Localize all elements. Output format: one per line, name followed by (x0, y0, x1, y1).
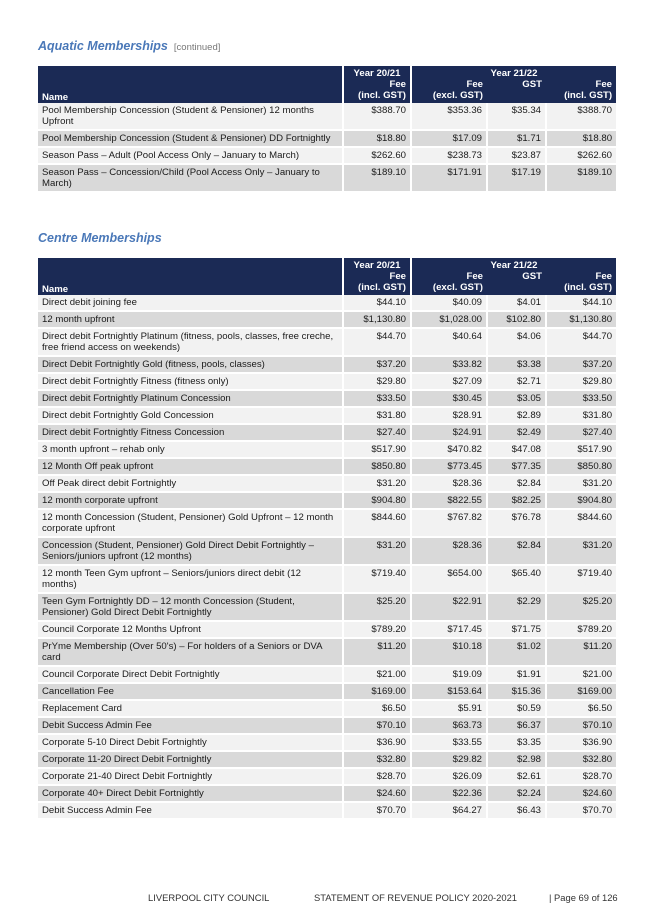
fee-name-cell: Direct debit Fortnightly Gold Concession (38, 407, 343, 424)
fee-name-cell: 12 month upfront (38, 311, 343, 328)
fee-2021-incl-cell: $37.20 (343, 356, 411, 373)
fee-2122-excl-cell: $22.36 (411, 785, 487, 802)
gst-2122-cell: $6.43 (487, 802, 546, 819)
gst-2122-cell: $3.38 (487, 356, 546, 373)
gst-2122-cell: $2.61 (487, 768, 546, 785)
fee-name-cell: Direct debit joining fee (38, 295, 343, 311)
fee-name-cell: Off Peak direct debit Fortnightly (38, 475, 343, 492)
fee-2122-incl-cell: $24.60 (546, 785, 616, 802)
gst-2122-cell: $2.84 (487, 475, 546, 492)
footer-document-title: STATEMENT OF REVENUE POLICY 2020-2021 (314, 892, 518, 903)
fee-name-cell: Corporate 5-10 Direct Debit Fortnightly (38, 734, 343, 751)
gst-2122-cell: $76.78 (487, 509, 546, 537)
fee-2021-incl-cell: $32.80 (343, 751, 411, 768)
table-row (38, 768, 616, 785)
fee-2021-incl-cell: $262.60 (343, 147, 411, 164)
table-row (38, 734, 616, 751)
gst-2122-cell: $3.05 (487, 390, 546, 407)
table-row (38, 537, 616, 565)
fee-2122-incl-cell: $70.10 (546, 717, 616, 734)
footer-page-number: | Page 69 of 126 (549, 892, 618, 903)
gst-2122-cell: $0.59 (487, 700, 546, 717)
fee-2021-incl-cell: $189.10 (343, 164, 411, 192)
fee-2122-incl-cell: $6.50 (546, 700, 616, 717)
gst-2122-cell: $1.71 (487, 130, 546, 147)
fee-name-cell: 12 Month Off peak upfront (38, 458, 343, 475)
fee-2122-incl-cell: $31.20 (546, 475, 616, 492)
fee-2122-incl-cell: $44.10 (546, 295, 616, 311)
gst-header: GST (487, 79, 546, 103)
year-prev-header: Year 20/21 (343, 66, 411, 79)
table-row (38, 593, 616, 621)
table-row (38, 424, 616, 441)
name-column-header: Name (38, 66, 343, 103)
gst-header: GST (487, 271, 546, 295)
fee-2122-excl-cell: $1,028.00 (411, 311, 487, 328)
fee-2021-incl-cell: $29.80 (343, 373, 411, 390)
fee-2122-incl-cell: $29.80 (546, 373, 616, 390)
fee-name-cell: Replacement Card (38, 700, 343, 717)
table-row (38, 565, 616, 593)
aquatic-section-title (38, 39, 220, 53)
gst-2122-cell: $2.89 (487, 407, 546, 424)
year-curr-header: Year 21/22 (411, 258, 616, 271)
table-row (38, 683, 616, 700)
fee-2122-excl-cell: $767.82 (411, 509, 487, 537)
fee-2122-incl-cell: $70.70 (546, 802, 616, 819)
fee-2021-incl-cell: $31.20 (343, 475, 411, 492)
table-row (38, 666, 616, 683)
gst-2122-cell: $2.29 (487, 593, 546, 621)
table-row (38, 407, 616, 424)
fee-2122-incl-cell: $904.80 (546, 492, 616, 509)
fee-2122-excl-cell: $171.91 (411, 164, 487, 192)
fee-name-cell: Council Corporate 12 Months Upfront (38, 621, 343, 638)
fee-2021-incl-cell: $44.10 (343, 295, 411, 311)
fee-name-cell: Debit Success Admin Fee (38, 802, 343, 819)
fee-name-cell: Direct Debit Fortnightly Gold (fitness, pools, classes) (38, 356, 343, 373)
gst-2122-cell: $2.98 (487, 751, 546, 768)
gst-2122-cell: $23.87 (487, 147, 546, 164)
fee-name-cell: Direct debit Fortnightly Platinum (fitness, pools, classes, free creche, free friend access on weekends) (38, 328, 343, 356)
fee-2021-incl-cell: $719.40 (343, 565, 411, 593)
fee-2122-excl-cell: $33.82 (411, 356, 487, 373)
fee-name-cell: 12 month Concession (Student, Pensioner) Gold Upfront – 12 month corporate upfront (38, 509, 343, 537)
fee-name-cell: Season Pass – Concession/Child (Pool Access Only – January to March) (38, 164, 343, 192)
gst-2122-cell: $82.25 (487, 492, 546, 509)
fee-2122-incl-cell: $262.60 (546, 147, 616, 164)
fee-2122-incl-cell: $1,130.80 (546, 311, 616, 328)
fee-2021-incl-cell: $31.20 (343, 537, 411, 565)
fee-2122-incl-cell: $844.60 (546, 509, 616, 537)
fee-2122-incl-cell: $28.70 (546, 768, 616, 785)
fee-2122-incl-cell: $719.40 (546, 565, 616, 593)
fee-2021-incl-cell: $789.20 (343, 621, 411, 638)
table-row (38, 373, 616, 390)
footer-council: LIVERPOOL CITY COUNCIL (148, 892, 270, 903)
fee-2122-excl-cell: $64.27 (411, 802, 487, 819)
table-row (38, 458, 616, 475)
table-row (38, 638, 616, 666)
aquatic-fees-table (38, 66, 616, 193)
fee-name-cell: Direct debit Fortnightly Platinum Concession (38, 390, 343, 407)
fee-2021-incl-cell: $28.70 (343, 768, 411, 785)
fee-2122-incl-cell: $37.20 (546, 356, 616, 373)
fee-2122-incl-cell: $36.90 (546, 734, 616, 751)
continued-label: [continued] (173, 42, 221, 53)
gst-2122-cell: $1.02 (487, 638, 546, 666)
gst-2122-cell: $2.49 (487, 424, 546, 441)
fee-name-cell: Corporate 40+ Direct Debit Fortnightly (38, 785, 343, 802)
fee-2122-excl-cell: $27.09 (411, 373, 487, 390)
gst-2122-cell: $3.35 (487, 734, 546, 751)
centre-title: Centre Memberships (38, 231, 162, 245)
fee-2122-incl-cell: $25.20 (546, 593, 616, 621)
gst-2122-cell: $71.75 (487, 621, 546, 638)
fee-2122-excl-cell: $19.09 (411, 666, 487, 683)
fee-name-cell: Concession (Student, Pensioner) Gold Direct Debit Fortnightly – Seniors/juniors upfront (12 months) (38, 537, 343, 565)
fee-2122-incl-cell: $169.00 (546, 683, 616, 700)
fee-excl-header: Fee (excl. GST) (411, 79, 487, 103)
gst-2122-cell: $1.91 (487, 666, 546, 683)
fee-2122-excl-cell: $773.45 (411, 458, 487, 475)
fee-2122-excl-cell: $63.73 (411, 717, 487, 734)
fee-2122-excl-cell: $17.09 (411, 130, 487, 147)
fee-name-cell: Council Corporate Direct Debit Fortnightly (38, 666, 343, 683)
fee-name-cell: Season Pass – Adult (Pool Access Only – January to March) (38, 147, 343, 164)
gst-2122-cell: $4.01 (487, 295, 546, 311)
table-row (38, 509, 616, 537)
fee-2122-incl-cell: $388.70 (546, 103, 616, 130)
fee-2122-incl-cell: $27.40 (546, 424, 616, 441)
table-row (38, 441, 616, 458)
gst-2122-cell: $65.40 (487, 565, 546, 593)
fee-2021-incl-cell: $36.90 (343, 734, 411, 751)
gst-2122-cell: $2.24 (487, 785, 546, 802)
fee-name-cell: Pool Membership Concession (Student & Pensioner) 12 months Upfront (38, 103, 343, 130)
fee-2021-incl-cell: $844.60 (343, 509, 411, 537)
gst-2122-cell: $6.37 (487, 717, 546, 734)
fee-2021-incl-cell: $6.50 (343, 700, 411, 717)
fee-name-cell: Pool Membership Concession (Student & Pensioner) DD Fortnightly (38, 130, 343, 147)
fee-2021-incl-cell: $25.20 (343, 593, 411, 621)
aquatic-title: Aquatic Memberships (38, 39, 168, 53)
table-row (38, 130, 616, 147)
gst-2122-cell: $4.06 (487, 328, 546, 356)
fee-name-cell: Debit Success Admin Fee (38, 717, 343, 734)
fee-name-cell: PrYme Membership (Over 50's) – For holders of a Seniors or DVA card (38, 638, 343, 666)
fee-excl-header: Fee (excl. GST) (411, 271, 487, 295)
fee-2122-incl-cell: $789.20 (546, 621, 616, 638)
fee-2021-incl-cell: $388.70 (343, 103, 411, 130)
fee-name-cell: Cancellation Fee (38, 683, 343, 700)
fee-2122-excl-cell: $40.09 (411, 295, 487, 311)
centre-fees-table (38, 258, 616, 820)
gst-2122-cell: $2.71 (487, 373, 546, 390)
fee-name-cell: Corporate 11-20 Direct Debit Fortnightly (38, 751, 343, 768)
fee-2122-incl-cell: $33.50 (546, 390, 616, 407)
fee-incl-header: Fee (incl. GST) (546, 79, 616, 103)
fee-2021-incl-cell: $70.10 (343, 717, 411, 734)
fee-2021-incl-cell: $517.90 (343, 441, 411, 458)
fee-2122-incl-cell: $44.70 (546, 328, 616, 356)
table-row (38, 700, 616, 717)
table-row (38, 751, 616, 768)
fee-2122-excl-cell: $24.91 (411, 424, 487, 441)
gst-2122-cell: $2.84 (487, 537, 546, 565)
fee-2021-incl-cell: $27.40 (343, 424, 411, 441)
prev-fee-incl-header: Fee (incl. GST) (343, 271, 411, 295)
gst-2122-cell: $102.80 (487, 311, 546, 328)
fee-2021-incl-cell: $904.80 (343, 492, 411, 509)
gst-2122-cell: $47.08 (487, 441, 546, 458)
table-row (38, 328, 616, 356)
fee-name-cell: Corporate 21-40 Direct Debit Fortnightly (38, 768, 343, 785)
table-row (38, 295, 616, 311)
table-row (38, 492, 616, 509)
fee-2021-incl-cell: $44.70 (343, 328, 411, 356)
fee-2122-incl-cell: $31.80 (546, 407, 616, 424)
fee-2122-excl-cell: $153.64 (411, 683, 487, 700)
gst-2122-cell: $17.19 (487, 164, 546, 192)
fee-2122-excl-cell: $822.55 (411, 492, 487, 509)
fee-incl-header: Fee (incl. GST) (546, 271, 616, 295)
table-row (38, 621, 616, 638)
fee-name-cell: 12 month corporate upfront (38, 492, 343, 509)
fee-name-cell: Direct debit Fortnightly Fitness Concession (38, 424, 343, 441)
fee-2021-incl-cell: $21.00 (343, 666, 411, 683)
prev-fee-incl-header: Fee (incl. GST) (343, 79, 411, 103)
fee-2122-excl-cell: $28.36 (411, 537, 487, 565)
fee-2122-excl-cell: $717.45 (411, 621, 487, 638)
fee-2122-incl-cell: $11.20 (546, 638, 616, 666)
table-row (38, 147, 616, 164)
gst-2122-cell: $35.34 (487, 103, 546, 130)
fee-2021-incl-cell: $11.20 (343, 638, 411, 666)
fee-2021-incl-cell: $33.50 (343, 390, 411, 407)
fee-2021-incl-cell: $18.80 (343, 130, 411, 147)
gst-2122-cell: $77.35 (487, 458, 546, 475)
fee-2021-incl-cell: $24.60 (343, 785, 411, 802)
table-row (38, 802, 616, 819)
fee-2122-incl-cell: $21.00 (546, 666, 616, 683)
table-row (38, 717, 616, 734)
fee-name-cell: 12 month Teen Gym upfront – Seniors/juniors direct debit (12 months) (38, 565, 343, 593)
table-row (38, 356, 616, 373)
fee-2122-excl-cell: $238.73 (411, 147, 487, 164)
fee-name-cell: 3 month upfront – rehab only (38, 441, 343, 458)
centre-section-title (38, 231, 162, 245)
fee-name-cell: Teen Gym Fortnightly DD – 12 month Concession (Student, Pensioner) Gold Direct Debit Fortnightly (38, 593, 343, 621)
gst-2122-cell: $15.36 (487, 683, 546, 700)
table-row (38, 311, 616, 328)
table-row (38, 390, 616, 407)
fee-2122-incl-cell: $31.20 (546, 537, 616, 565)
fee-2021-incl-cell: $70.70 (343, 802, 411, 819)
fee-2021-incl-cell: $1,130.80 (343, 311, 411, 328)
table-row (38, 475, 616, 492)
fee-2122-excl-cell: $40.64 (411, 328, 487, 356)
fee-2122-excl-cell: $26.09 (411, 768, 487, 785)
table-row (38, 785, 616, 802)
name-column-header: Name (38, 258, 343, 295)
fee-2122-excl-cell: $470.82 (411, 441, 487, 458)
fee-2122-incl-cell: $32.80 (546, 751, 616, 768)
fee-2122-excl-cell: $654.00 (411, 565, 487, 593)
fee-2122-excl-cell: $353.36 (411, 103, 487, 130)
fee-2122-incl-cell: $18.80 (546, 130, 616, 147)
fee-2122-incl-cell: $517.90 (546, 441, 616, 458)
fee-2122-excl-cell: $29.82 (411, 751, 487, 768)
fee-2122-excl-cell: $28.91 (411, 407, 487, 424)
table-row (38, 164, 616, 192)
year-prev-header: Year 20/21 (343, 258, 411, 271)
year-curr-header: Year 21/22 (411, 66, 616, 79)
fee-2021-incl-cell: $850.80 (343, 458, 411, 475)
fee-2122-excl-cell: $33.55 (411, 734, 487, 751)
fee-2122-excl-cell: $22.91 (411, 593, 487, 621)
fee-2122-excl-cell: $30.45 (411, 390, 487, 407)
fee-2122-incl-cell: $850.80 (546, 458, 616, 475)
fee-2122-excl-cell: $10.18 (411, 638, 487, 666)
fee-2122-excl-cell: $28.36 (411, 475, 487, 492)
table-row (38, 103, 616, 130)
fee-2122-excl-cell: $5.91 (411, 700, 487, 717)
fee-2122-incl-cell: $189.10 (546, 164, 616, 192)
fee-name-cell: Direct debit Fortnightly Fitness (fitness only) (38, 373, 343, 390)
fee-2021-incl-cell: $169.00 (343, 683, 411, 700)
fee-2021-incl-cell: $31.80 (343, 407, 411, 424)
